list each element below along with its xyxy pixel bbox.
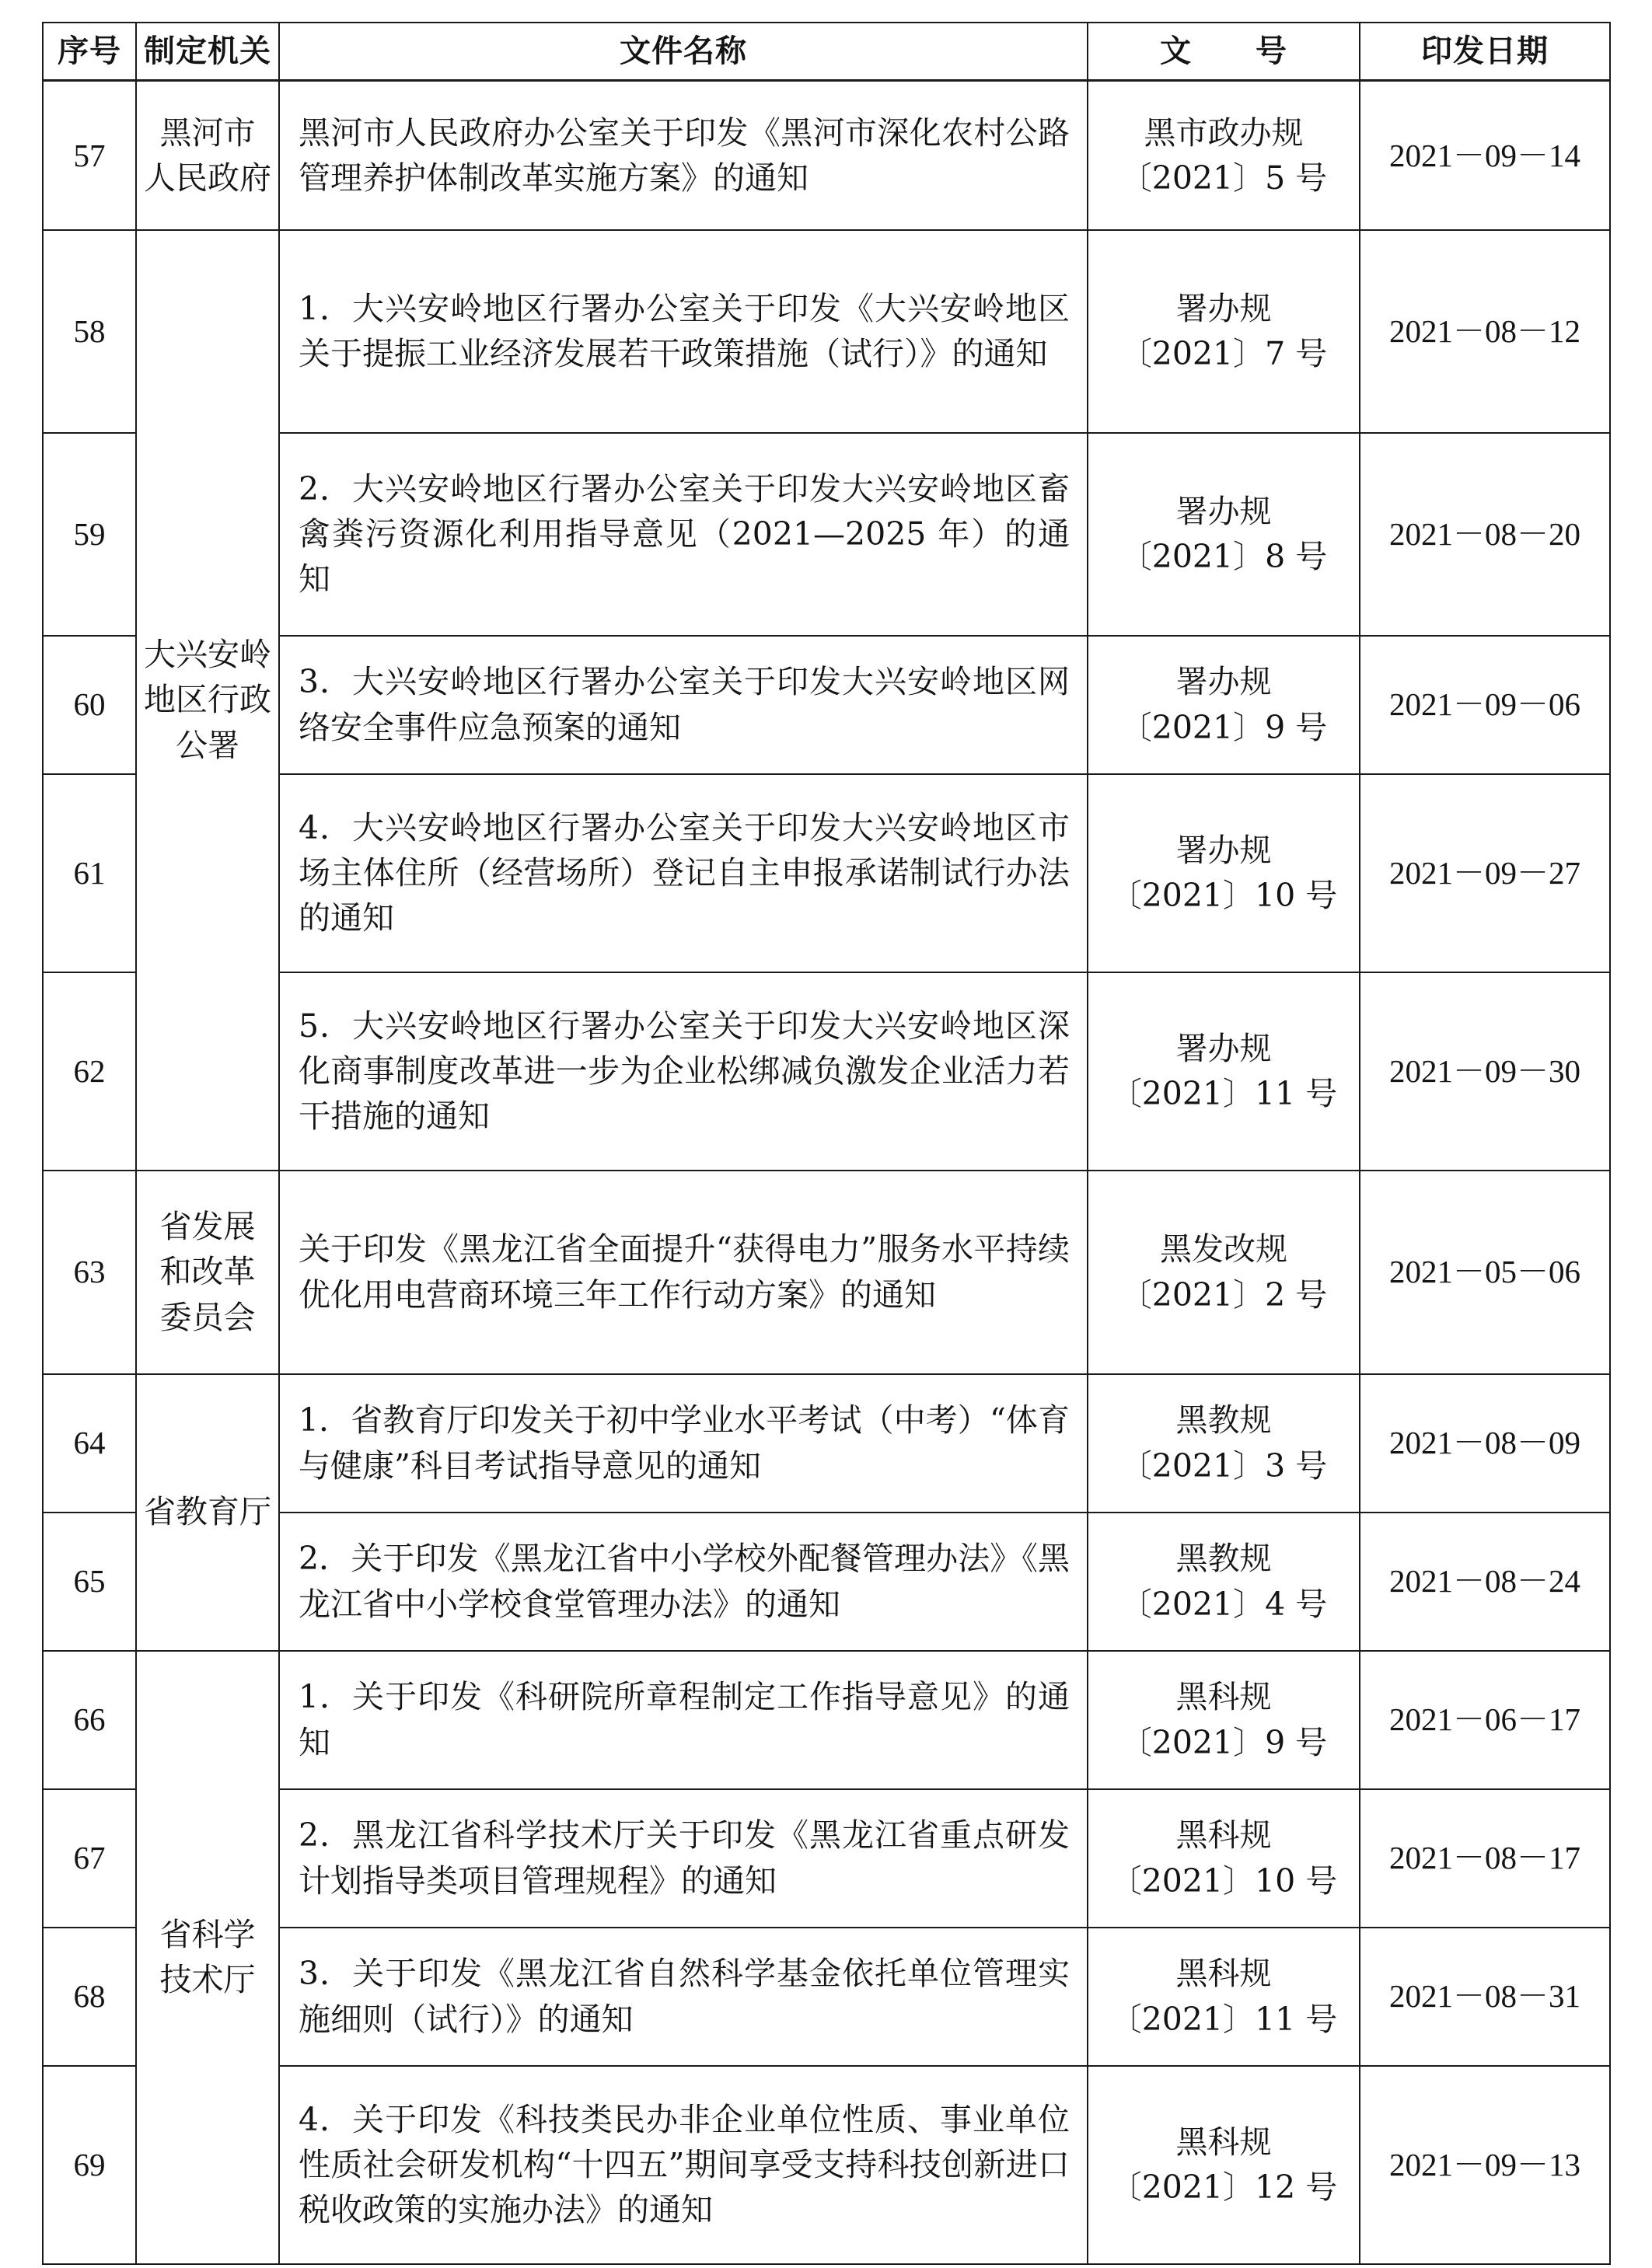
document-number-suffix: 〔2021〕2 号 [1119,1275,1328,1314]
header-title: 文件名称 [279,23,1088,81]
document-title: 2．黑龙江省科学技术厅关于印发《黑龙江省重点研发计划指导类项目管理规程》的通知 [279,1789,1088,1928]
org-name-line: 省发展 [159,1208,256,1246]
table-row [43,230,1610,433]
document-title: 黑河市人民政府办公室关于印发《黑河市深化农村公路管理养护体制改革实施方案》的通知 [279,81,1088,230]
issue-date: 2021－08－09 [1360,1374,1610,1513]
header-seq: 序号 [43,23,136,81]
table-header-row [43,23,1610,81]
document-table [42,22,1611,2265]
document-number-suffix: 〔2021〕3 号 [1119,1446,1328,1485]
header-date: 印发日期 [1360,23,1610,81]
document-number-suffix: 〔2021〕7 号 [1119,335,1328,372]
document-number-prefix: 署办规 [1175,663,1272,701]
table-row [43,1374,1610,1513]
document-number [1088,1374,1360,1513]
row-seq: 69 [43,2066,136,2264]
issue-date: 2021－09－30 [1360,972,1610,1171]
document-number-suffix: 〔2021〕11 号 [1109,1075,1338,1112]
document-number-prefix: 黑科规 [1175,1955,1272,1993]
org-name-line: 省教育厅 [144,1493,271,1531]
document-number [1088,972,1360,1171]
document-number-prefix: 署办规 [1175,289,1272,327]
row-seq: 67 [43,1789,136,1928]
document-number-prefix: 署办规 [1175,831,1272,869]
org-name-line: 人民政府 [144,159,271,197]
document-title: 3．大兴安岭地区行署办公室关于印发大兴安岭地区网络安全事件应急预案的通知 [279,636,1088,774]
document-title: 1．大兴安岭地区行署办公室关于印发《大兴安岭地区关于提振工业经济发展若干政策措施（试行）》的通知 [279,230,1088,433]
issue-date: 2021－09－27 [1360,774,1610,972]
document-number [1088,636,1360,774]
issue-date: 2021－09－14 [1360,81,1610,230]
org-name-line: 地区行政 [144,681,271,719]
header-org: 制定机关 [136,23,279,81]
org-cell [136,230,279,1171]
org-cell [136,1374,279,1651]
row-seq: 57 [43,81,136,230]
row-seq: 65 [43,1513,136,1651]
org-cell [136,81,279,230]
document-number [1088,1651,1360,1789]
org-name-line: 委员会 [159,1298,256,1336]
document-number-prefix: 黑发改规 [1160,1230,1287,1268]
document-number [1088,774,1360,972]
document-number [1088,1928,1360,2066]
document-number [1088,2066,1360,2264]
document-title: 1．省教育厅印发关于初中学业水平考试（中考）“体育与健康”科目考试指导意见的通知 [279,1374,1088,1513]
document-number-prefix: 黑教规 [1175,1401,1272,1439]
table-row [43,1651,1610,1789]
issue-date: 2021－08－12 [1360,230,1610,433]
document-number-prefix: 黑科规 [1175,2123,1272,2161]
document-number-suffix: 〔2021〕5 号 [1119,159,1328,197]
row-seq: 64 [43,1374,136,1513]
row-seq: 68 [43,1928,136,2066]
document-number-prefix: 黑科规 [1175,1816,1272,1855]
document-number-suffix: 〔2021〕4 号 [1119,1585,1328,1623]
row-seq: 60 [43,636,136,774]
document-number [1088,433,1360,636]
header-number: 文 号 [1088,23,1360,81]
document-title: 4．关于印发《科技类民办非企业单位性质、事业单位性质社会研发机构“十四五”期间享受支持科技创新进口税收政策的实施办法》的通知 [279,2066,1088,2264]
org-name-line: 大兴安岭 [144,636,271,674]
issue-date: 2021－08－20 [1360,433,1610,636]
issue-date: 2021－09－06 [1360,636,1610,774]
document-number [1088,81,1360,230]
row-seq: 63 [43,1171,136,1374]
document-number-prefix: 黑科规 [1175,1678,1272,1716]
org-name-line: 和改革 [159,1253,256,1291]
issue-date: 2021－09－13 [1360,2066,1610,2264]
document-title: 3．关于印发《黑龙江省自然科学基金依托单位管理实施细则（试行）》的通知 [279,1928,1088,2066]
org-name-line: 技术厅 [159,1961,256,1998]
table-row [43,81,1610,230]
document-title: 关于印发《黑龙江省全面提升“获得电力”服务水平持续优化用电营商环境三年工作行动方案》的通知 [279,1171,1088,1374]
document-number-prefix: 署办规 [1175,1029,1272,1067]
document-number-suffix: 〔2021〕12 号 [1109,2169,1338,2206]
issue-date: 2021－08－24 [1360,1513,1610,1651]
org-name-line: 省科学 [159,1915,256,1953]
document-number [1088,1789,1360,1928]
document-number-suffix: 〔2021〕9 号 [1119,1723,1328,1761]
row-seq: 62 [43,972,136,1171]
row-seq: 61 [43,774,136,972]
document-number-prefix: 署办规 [1175,492,1272,530]
document-number-suffix: 〔2021〕10 号 [1109,1862,1338,1900]
issue-date: 2021－06－17 [1360,1651,1610,1789]
document-number-suffix: 〔2021〕9 号 [1119,708,1328,746]
document-title: 1．关于印发《科研院所章程制定工作指导意见》的通知 [279,1651,1088,1789]
issue-date: 2021－08－31 [1360,1928,1610,2066]
table-row [43,1171,1610,1374]
issue-date: 2021－05－06 [1360,1171,1610,1374]
org-cell [136,1171,279,1374]
document-number [1088,1513,1360,1651]
document-number-prefix: 黑市政办规 [1144,113,1304,152]
document-number-suffix: 〔2021〕11 号 [1109,2000,1338,2038]
row-seq: 59 [43,433,136,636]
document-number-suffix: 〔2021〕8 号 [1119,538,1328,575]
document-number-prefix: 黑教规 [1175,1540,1272,1578]
org-name-line: 公署 [176,726,239,764]
document-number-suffix: 〔2021〕10 号 [1109,877,1338,914]
org-cell [136,1651,279,2264]
issue-date: 2021－08－17 [1360,1789,1610,1928]
document-title: 2．关于印发《黑龙江省中小学校外配餐管理办法》《黑龙江省中小学校食堂管理办法》的通知 [279,1513,1088,1651]
document-number [1088,230,1360,433]
org-name-line: 黑河市 [159,113,256,152]
document-title: 2．大兴安岭地区行署办公室关于印发大兴安岭地区畜禽粪污资源化利用指导意见（2021—2025 年）的通知 [279,433,1088,636]
document-number [1088,1171,1360,1374]
document-title: 4．大兴安岭地区行署办公室关于印发大兴安岭地区市场主体住所（经营场所）登记自主申报承诺制试行办法的通知 [279,774,1088,972]
document-title: 5．大兴安岭地区行署办公室关于印发大兴安岭地区深化商事制度改革进一步为企业松绑减负激发企业活力若干措施的通知 [279,972,1088,1171]
row-seq: 58 [43,230,136,433]
row-seq: 66 [43,1651,136,1789]
